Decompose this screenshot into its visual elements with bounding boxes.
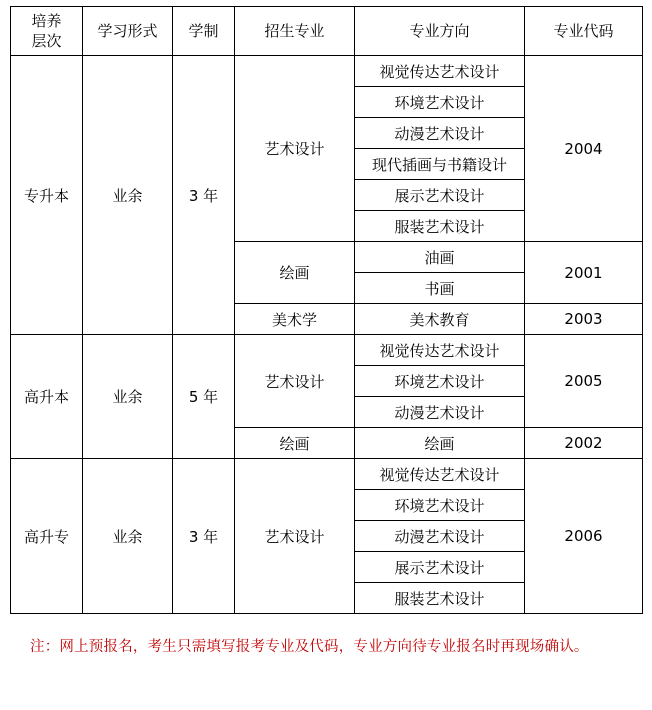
cell-direction: 视觉传达艺术设计 (355, 56, 525, 87)
cell-direction: 绘画 (355, 428, 525, 459)
table-body (11, 56, 643, 614)
cell-major-code: 2005 (525, 335, 643, 428)
cell-direction: 油画 (355, 242, 525, 273)
cell-major-code: 2004 (525, 56, 643, 242)
table-row (11, 56, 643, 87)
footnote: 注：网上预报名，考生只需填写报考专业及代码，专业方向待专业报名时再现场确认。 (30, 639, 589, 655)
cell-study-form: 业余 (83, 335, 173, 459)
column-header-level-line2: 层次 (31, 32, 62, 50)
cell-major-code: 2001 (525, 242, 643, 304)
column-header-study-form: 学习形式 (83, 7, 173, 56)
cell-duration: 5 年 (173, 335, 235, 459)
cell-direction: 展示艺术设计 (355, 552, 525, 583)
cell-duration: 3 年 (173, 56, 235, 335)
cell-direction: 环境艺术设计 (355, 87, 525, 118)
cell-direction: 服装艺术设计 (355, 583, 525, 614)
column-header-level (11, 7, 83, 56)
column-header-major: 招生专业 (235, 7, 355, 56)
cell-direction: 环境艺术设计 (355, 366, 525, 397)
column-header-code: 专业代码 (525, 7, 643, 56)
cell-major: 艺术设计 (235, 459, 355, 614)
table-row (11, 459, 643, 490)
cell-major: 美术学 (235, 304, 355, 335)
column-header-level-line1: 培养 (31, 11, 62, 30)
column-header-duration: 学制 (173, 7, 235, 56)
column-header-direction: 专业方向 (355, 7, 525, 56)
table-row (11, 335, 643, 366)
cell-direction: 环境艺术设计 (355, 490, 525, 521)
cell-duration: 3 年 (173, 459, 235, 614)
admissions-table (10, 6, 643, 614)
cell-major: 绘画 (235, 428, 355, 459)
cell-direction: 视觉传达艺术设计 (355, 335, 525, 366)
cell-direction: 书画 (355, 273, 525, 304)
cell-direction: 视觉传达艺术设计 (355, 459, 525, 490)
cell-direction: 现代插画与书籍设计 (355, 149, 525, 180)
cell-direction: 美术教育 (355, 304, 525, 335)
cell-direction: 动漫艺术设计 (355, 118, 525, 149)
table-header-row (11, 7, 643, 56)
cell-major: 艺术设计 (235, 335, 355, 428)
cell-major: 绘画 (235, 242, 355, 304)
cell-direction: 服装艺术设计 (355, 211, 525, 242)
cell-direction: 展示艺术设计 (355, 180, 525, 211)
table-header (11, 7, 643, 56)
cell-study-form: 业余 (83, 459, 173, 614)
cell-level: 高升专 (11, 459, 83, 614)
cell-major: 艺术设计 (235, 56, 355, 242)
cell-major-code: 2003 (525, 304, 643, 335)
cell-direction: 动漫艺术设计 (355, 521, 525, 552)
cell-major-code: 2006 (525, 459, 643, 614)
cell-study-form: 业余 (83, 56, 173, 335)
cell-level: 专升本 (11, 56, 83, 335)
cell-major-code: 2002 (525, 428, 643, 459)
cell-level: 高升本 (11, 335, 83, 459)
cell-direction: 动漫艺术设计 (355, 397, 525, 428)
